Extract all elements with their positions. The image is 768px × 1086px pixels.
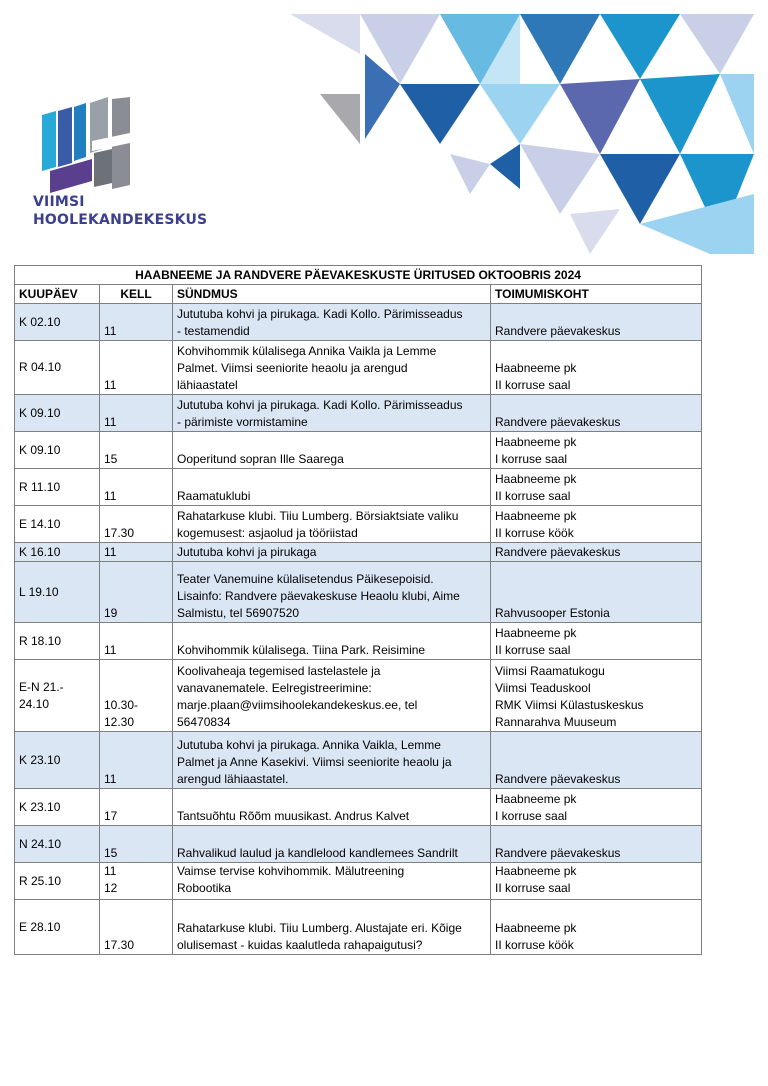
- cell-time: [100, 826, 173, 863]
- cell-date: [15, 562, 100, 623]
- header-place: TOIMUMISKOHT: [491, 285, 702, 304]
- events-table: [14, 265, 702, 955]
- cell-place-line: Haabneeme pk: [495, 792, 577, 806]
- cell-event: [173, 900, 491, 955]
- cell-time-line: 11: [104, 415, 117, 429]
- cell-event-line: Ooperitund sopran Ille Saarega: [177, 452, 344, 466]
- cell-event-line: Rahvalikud laulud ja kandlelood kandlemees Sandrilt: [177, 846, 458, 860]
- cell-place-line: Haabneeme pk: [495, 864, 577, 878]
- cell-time-line: 11: [104, 864, 117, 878]
- cell-date: [15, 432, 100, 469]
- cell-time: [100, 732, 173, 789]
- logo-text: [33, 193, 208, 229]
- cell-place: [491, 395, 702, 432]
- cell-place: [491, 900, 702, 955]
- cell-time: [100, 469, 173, 506]
- cell-time-line: 15: [104, 846, 118, 860]
- cell-place-line: Rahvusooper Estonia: [495, 606, 610, 620]
- cell-place-line: I korruse saal: [495, 452, 568, 466]
- cell-date-line: K 02.10: [19, 314, 61, 329]
- cell-place-line: Haabneeme pk: [495, 921, 577, 935]
- cell-place: [491, 660, 702, 732]
- cell-event-line: vanavanematele. Eelregistreerimine:: [177, 681, 372, 695]
- cell-event-line: Vaimse tervise kohvihommik. Mälutreening: [177, 864, 405, 878]
- cell-date-line: R 18.10: [19, 633, 62, 648]
- cell-time-line: 17.30: [104, 526, 135, 540]
- cell-event: [173, 660, 491, 732]
- cell-time: [100, 432, 173, 469]
- cell-time-line: 15: [104, 452, 118, 466]
- cell-event-line: Palmet ja Anne Kasekivi. Viimsi seeniorite heaolu ja: [177, 755, 452, 769]
- cell-place-line: II korruse köök: [495, 526, 574, 540]
- table-row: [15, 562, 702, 623]
- cell-event-line: Rahatarkuse klubi. Tiiu Lumberg. Börsiaktsiate valiku: [177, 509, 459, 523]
- logo-line-2: HOOLEKANDEKESKUS: [33, 212, 208, 228]
- cell-date-line: 24.10: [19, 696, 50, 711]
- cell-time-line: 17.30: [104, 938, 135, 952]
- cell-event-line: Robootika: [177, 881, 232, 895]
- cell-place: [491, 623, 702, 660]
- cell-place: [491, 304, 702, 341]
- cell-event-line: Kohvihommik külalisega Annika Vaikla ja Lemme: [177, 344, 437, 358]
- cell-time: [100, 900, 173, 955]
- cell-time: [100, 562, 173, 623]
- cell-date: [15, 863, 100, 900]
- cell-event-line: - pärimiste vormistamine: [177, 415, 308, 429]
- cell-date-line: R 25.10: [19, 873, 62, 888]
- cell-date: [15, 623, 100, 660]
- cell-place: [491, 432, 702, 469]
- cell-event-line: - testamendid: [177, 324, 250, 338]
- decorative-triangle-banner: [290, 14, 754, 254]
- cell-date: [15, 506, 100, 543]
- cell-time-line: 11: [104, 545, 117, 559]
- cell-date: [15, 341, 100, 395]
- cell-place-line: II korruse saal: [495, 489, 571, 503]
- cell-time: [100, 660, 173, 732]
- cell-event-line: olulisemast - kuidas kaalutleda rahapaigutusi?: [177, 938, 423, 952]
- cell-place-line: II korruse saal: [495, 881, 571, 895]
- cell-time: [100, 863, 173, 900]
- cell-event-line: Raamatuklubi: [177, 489, 251, 503]
- cell-time: [100, 506, 173, 543]
- cell-time-line: 11: [104, 324, 117, 338]
- cell-event-line: 56470834: [177, 715, 231, 729]
- cell-place-line: Haabneeme pk: [495, 509, 577, 523]
- cell-event: [173, 469, 491, 506]
- table-title: HAABNEEME JA RANDVERE PÄEVAKESKUSTE ÜRITUSED OKTOOBRIS 2024: [15, 266, 702, 285]
- cell-event-line: Tantsuõhtu Rõõm muusikast. Andrus Kalvet: [177, 809, 410, 823]
- cell-event-line: Jututuba kohvi ja pirukaga. Annika Vaikla, Lemme: [177, 738, 441, 752]
- cell-place-line: Haabneeme pk: [495, 472, 577, 486]
- cell-time: [100, 623, 173, 660]
- cell-event-line: arengud lähiaastatel.: [177, 772, 289, 786]
- cell-event: [173, 562, 491, 623]
- cell-event-line: Jututuba kohvi ja pirukaga. Kadi Kollo. Pärimisseadus: [177, 307, 463, 321]
- cell-event-line: Salmistu, tel 56907520: [177, 606, 300, 620]
- cell-event-line: Kohvihommik külalisega. Tiina Park. Reisimine: [177, 643, 426, 657]
- cell-date-line: E-N 21.-: [19, 679, 64, 694]
- cell-place-line: Randvere päevakeskus: [495, 415, 621, 429]
- table-row: [15, 732, 702, 789]
- cell-time-line: 11: [104, 489, 117, 503]
- cell-time-line: 19: [104, 606, 118, 620]
- cell-place-line: Viimsi Raamatukogu: [495, 664, 605, 678]
- table-row: [15, 432, 702, 469]
- cell-event: [173, 863, 491, 900]
- cell-event-line: Palmet. Viimsi seeniorite heaolu ja arengud: [177, 361, 408, 375]
- cell-place: [491, 789, 702, 826]
- table-row: [15, 469, 702, 506]
- cell-date-line: K 09.10: [19, 405, 61, 420]
- cell-time-line: 12: [104, 881, 118, 895]
- cell-place-line: Randvere päevakeskus: [495, 846, 621, 860]
- table-row: [15, 826, 702, 863]
- cell-date-line: E 14.10: [19, 516, 61, 531]
- table-row: [15, 660, 702, 732]
- cell-place-line: Randvere päevakeskus: [495, 545, 621, 559]
- header-event: SÜNDMUS: [173, 285, 491, 304]
- cell-place: [491, 543, 702, 562]
- cell-date: [15, 469, 100, 506]
- cell-event: [173, 826, 491, 863]
- cell-event: [173, 732, 491, 789]
- cell-event-line: Teater Vanemuine külalisetendus Päikesepoisid.: [177, 572, 434, 586]
- table-row: [15, 623, 702, 660]
- cell-date-line: K 16.10: [19, 544, 61, 559]
- cell-place: [491, 826, 702, 863]
- cell-event: [173, 304, 491, 341]
- cell-event-line: Koolivaheaja tegemised lastelastele ja: [177, 664, 381, 678]
- cell-event-line: Jututuba kohvi ja pirukaga. Kadi Kollo. Pärimisseadus: [177, 398, 463, 412]
- cell-place-line: I korruse saal: [495, 809, 568, 823]
- cell-place: [491, 562, 702, 623]
- cell-date: [15, 660, 100, 732]
- cell-time-line: 11: [104, 772, 117, 786]
- cell-place-line: Randvere päevakeskus: [495, 772, 621, 786]
- cell-date: [15, 304, 100, 341]
- cell-date-line: N 24.10: [19, 836, 62, 851]
- cell-place-line: Rannarahva Muuseum: [495, 715, 617, 729]
- cell-time: [100, 789, 173, 826]
- table-row: [15, 863, 702, 900]
- cell-event: [173, 506, 491, 543]
- cell-date-line: K 23.10: [19, 799, 61, 814]
- cell-event: [173, 543, 491, 562]
- events-table-body: [15, 304, 702, 955]
- cell-event-line: Rahatarkuse klubi. Tiiu Lumberg. Alustajate eri. Kõige: [177, 921, 462, 935]
- cell-place-line: Haabneeme pk: [495, 626, 577, 640]
- cell-date: [15, 789, 100, 826]
- header-time: KELL: [100, 285, 173, 304]
- cell-place-line: Haabneeme pk: [495, 435, 577, 449]
- cell-date-line: L 19.10: [19, 584, 59, 599]
- table-row: [15, 789, 702, 826]
- cell-date: [15, 543, 100, 562]
- cell-place: [491, 732, 702, 789]
- cell-date-line: K 09.10: [19, 442, 61, 457]
- cell-place-line: Randvere päevakeskus: [495, 324, 621, 338]
- cell-date-line: R 11.10: [19, 479, 61, 494]
- cell-place-line: II korruse köök: [495, 938, 574, 952]
- cell-date-line: R 04.10: [19, 360, 62, 374]
- cell-time: [100, 543, 173, 562]
- cell-event-line: marje.plaan@viimsihoolekandekeskus.ee, tel: [177, 698, 418, 712]
- cell-place: [491, 341, 702, 395]
- table-row: [15, 304, 702, 341]
- cell-date: [15, 900, 100, 955]
- table-row: [15, 900, 702, 955]
- cell-place-line: II korruse saal: [495, 378, 571, 392]
- cell-event-line: lähiaastatel: [177, 378, 238, 392]
- cell-place: [491, 506, 702, 543]
- table-row: [15, 395, 702, 432]
- cell-event: [173, 341, 491, 395]
- cell-place-line: Viimsi Teaduskool: [495, 681, 591, 695]
- table-row: [15, 543, 702, 562]
- cell-place: [491, 469, 702, 506]
- cell-date: [15, 826, 100, 863]
- cell-date: [15, 395, 100, 432]
- cell-place-line: Haabneeme pk: [495, 361, 577, 375]
- cell-event: [173, 432, 491, 469]
- cell-date: [15, 732, 100, 789]
- cell-time: [100, 395, 173, 432]
- cell-time-line: 17: [104, 809, 118, 823]
- cell-event: [173, 623, 491, 660]
- cell-event-line: Lisainfo: Randvere päevakeskuse Heaolu klubi, Aime: [177, 589, 460, 603]
- cell-time: [100, 304, 173, 341]
- cell-date-line: E 28.10: [19, 919, 61, 934]
- cell-time-line: 11: [104, 378, 117, 392]
- cell-place-line: RMK Viimsi Külastuskeskus: [495, 698, 644, 712]
- logo-line-1: VIIMSI: [33, 194, 85, 210]
- header-date: KUUPÄEV: [15, 285, 100, 304]
- cell-time: [100, 341, 173, 395]
- cell-time-line: 12.30: [104, 715, 135, 729]
- table-row: [15, 341, 702, 395]
- cell-event: [173, 789, 491, 826]
- cell-event: [173, 395, 491, 432]
- table-row: [15, 506, 702, 543]
- cell-date-line: K 23.10: [19, 752, 61, 767]
- cell-place-line: II korruse saal: [495, 643, 571, 657]
- cell-time-line: 11: [104, 643, 117, 657]
- cell-event-line: Jututuba kohvi ja pirukaga: [177, 545, 317, 559]
- cell-place: [491, 863, 702, 900]
- cell-time-line: 10.30-: [104, 698, 139, 712]
- cell-event-line: kogemusest: asjaolud ja tööriistad: [177, 526, 358, 540]
